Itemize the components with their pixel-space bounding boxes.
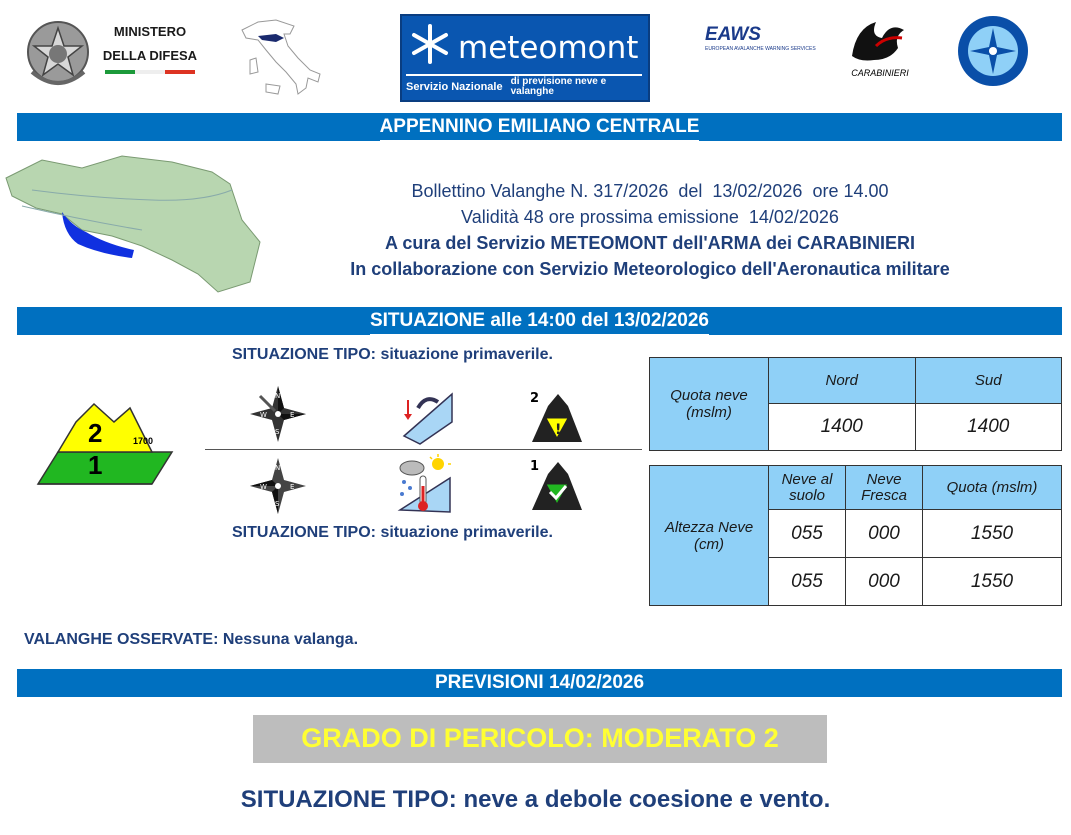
svg-text:!: !	[555, 422, 562, 438]
forecast-tipo-value: neve a debole coesione e vento.	[463, 786, 831, 813]
situation-divider	[205, 449, 642, 450]
col-neve-fresca: Neve Fresca	[846, 466, 923, 510]
meteomont-sub1: Servizio Nazionale	[406, 81, 503, 93]
level-bottom-label: 1	[530, 459, 540, 474]
forecast-tipo-label: SITUAZIONE TIPO:	[240, 786, 457, 813]
snowflake-icon	[408, 22, 452, 66]
quota-nord-value: 1400	[769, 404, 916, 451]
situazione-tipo-bottom-value: situazione primaverile.	[380, 524, 553, 541]
bulletin-block	[290, 178, 1010, 282]
bulletin-line4: In collaborazione con Servizio Meteorologico dell'Aeronautica militare	[350, 259, 950, 279]
meteomont-title: meteomont	[458, 30, 639, 66]
aeronautica-icon	[956, 14, 1030, 88]
col-neve-suolo: Neve al suolo	[769, 466, 846, 510]
altezza-neve-label: Altezza Neve (cm)	[650, 466, 769, 606]
quota-sud-value: 1400	[915, 404, 1062, 451]
eaws-sub: EUROPEAN AVALANCHE WARNING SERVICES	[705, 46, 816, 52]
quota-neve-table	[649, 357, 1062, 451]
quota-value: 1550	[923, 558, 1062, 606]
wet-snow-icon	[394, 454, 454, 514]
situazione-tipo-top	[232, 346, 553, 364]
compass-e-2: E	[290, 483, 295, 491]
compass-w: W	[260, 411, 267, 419]
compass-s: S	[275, 428, 280, 436]
bulletin-line3: A cura del Servizio METEOMONT dell'ARMA dei CARABINIERI	[384, 233, 915, 253]
region-bar	[17, 113, 1062, 141]
col-nord: Nord	[769, 358, 916, 404]
danger-level-1-icon	[528, 456, 586, 514]
forecast-tipo	[0, 786, 1071, 814]
level-top-label: 2	[530, 391, 540, 406]
valanghe-osservate	[24, 631, 358, 649]
danger-level-2-icon	[528, 388, 586, 446]
neve-suolo-value: 055	[769, 510, 846, 558]
compass-n-2: N	[275, 464, 281, 472]
eaws-title: EAWS	[705, 24, 761, 45]
pyramid-altitude: 1700	[133, 436, 154, 446]
previsioni-title: PREVISIONI 14/02/2026	[434, 672, 645, 693]
carabinieri-logo	[842, 16, 918, 90]
altezza-neve-table	[649, 465, 1062, 606]
italy-map-icon	[236, 12, 326, 102]
neve-fresca-value: 000	[846, 510, 923, 558]
bulletin-line2: Validità 48 ore prossima emissione 14/02/2026	[461, 207, 839, 227]
quota-value: 1550	[923, 510, 1062, 558]
situazione-tipo-top-label: SITUAZIONE TIPO:	[232, 346, 376, 363]
col-sud: Sud	[915, 358, 1062, 404]
compass-s-2: S	[275, 500, 280, 508]
region-map-icon	[2, 150, 264, 298]
compass-rose-top-icon	[248, 384, 308, 444]
meteomont-logo	[400, 14, 650, 102]
col-quota: Quota (mslm)	[923, 466, 1062, 510]
flame-icon	[846, 16, 912, 66]
compass-rose-bottom-icon	[248, 456, 308, 516]
compass-w-2: W	[260, 483, 267, 491]
bulletin-line1: Bollettino Valanghe N. 317/2026 del 13/02/2026 ore 14.00	[411, 181, 889, 201]
situazione-tipo-bottom-label: SITUAZIONE TIPO:	[232, 524, 376, 541]
wind-slab-icon	[398, 388, 456, 446]
region-title: APPENNINO EMILIANO CENTRALE	[380, 114, 700, 142]
ministry-line1: MINISTERO	[113, 24, 187, 39]
situazione-title: SITUAZIONE alle 14:00 del 13/02/2026	[370, 308, 709, 336]
compass-e: E	[290, 411, 295, 419]
neve-suolo-value: 055	[769, 558, 846, 606]
situazione-tipo-top-value: situazione primaverile.	[380, 346, 553, 363]
meteomont-sub2: di previsione neve e valanghe	[510, 76, 607, 97]
italian-flag	[105, 70, 195, 74]
pyramid-lower-level: 1	[88, 450, 103, 480]
eaws-logo	[705, 24, 825, 64]
situazione-bar	[17, 307, 1062, 335]
previsioni-bar	[17, 669, 1062, 697]
grado-pericolo-banner: GRADO DI PERICOLO: MODERATO 2	[253, 715, 827, 763]
pyramid-upper-level: 2	[88, 418, 103, 448]
situazione-tipo-bottom	[232, 524, 553, 542]
valanghe-label: VALANGHE OSSERVATE:	[24, 631, 219, 648]
ministry-logo	[22, 14, 202, 94]
neve-fresca-value: 000	[846, 558, 923, 606]
emblem-icon	[22, 16, 94, 92]
danger-pyramid-icon	[36, 398, 196, 488]
valanghe-value: Nessuna valanga.	[222, 631, 359, 648]
quota-neve-label: Quota neve (mslm)	[650, 358, 769, 451]
ministry-line2: DELLA DIFESA	[102, 48, 198, 63]
carabinieri-label: CARABINIERI	[851, 68, 909, 78]
compass-n: N	[275, 392, 281, 400]
